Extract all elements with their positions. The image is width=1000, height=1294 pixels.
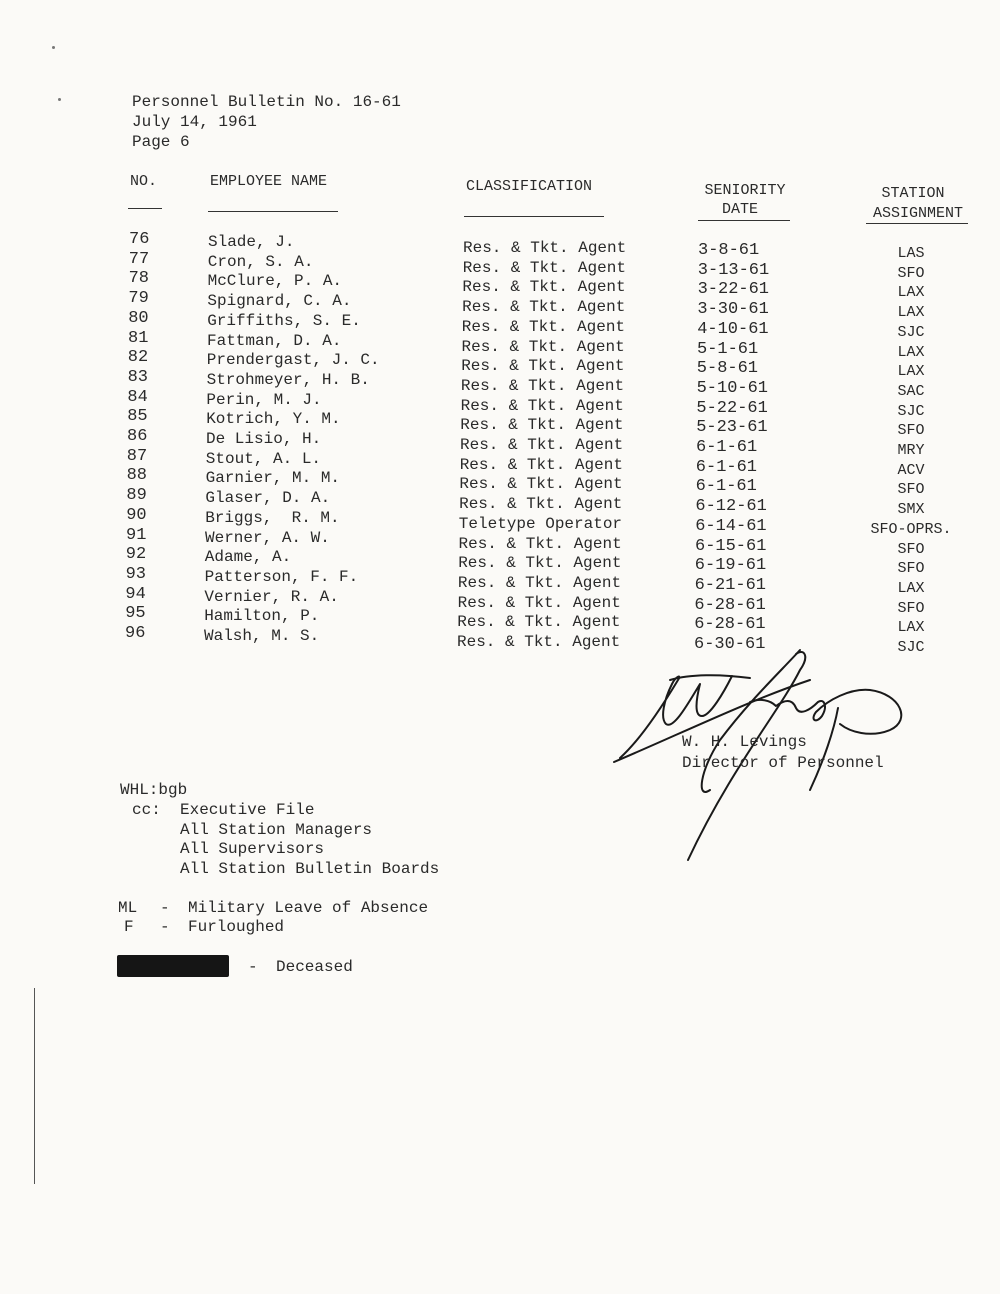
employee-name: Glaser, D. A. <box>205 489 331 507</box>
seniority-date: 5-23-61 <box>696 418 768 437</box>
row-number: 77 <box>128 250 150 269</box>
col-underline-classification <box>464 216 604 217</box>
typist-initials: WHL:bgb <box>120 781 188 799</box>
seniority-date: 5-10-61 <box>696 379 769 398</box>
row-number: 86 <box>127 427 148 446</box>
seniority-date: 6-19-61 <box>694 556 767 575</box>
row-number: 88 <box>126 466 147 485</box>
seniority-date: 6-1-61 <box>696 438 758 457</box>
station-assignment: LAS <box>897 245 925 262</box>
row-number: 93 <box>125 565 146 584</box>
employee-name: Vernier, R. A. <box>204 588 339 606</box>
station-assignment: LAX <box>897 580 925 597</box>
employee-name: Briggs, R. M. <box>205 509 340 527</box>
classification: Res. & Tkt. Agent <box>459 475 623 493</box>
employee-name: Patterson, F. F. <box>204 568 359 586</box>
station-assignment: MRY <box>897 442 925 459</box>
signatory-name: W. H. Levings <box>682 733 807 751</box>
classification: Res. & Tkt. Agent <box>459 456 623 474</box>
station-assignment: SJC <box>897 324 925 341</box>
row-number: 94 <box>125 585 146 604</box>
employee-name: Kotrich, Y. M. <box>206 410 341 428</box>
station-assignment: SJC <box>897 403 925 420</box>
station-assignment: SFO <box>897 422 925 439</box>
classification: Res. & Tkt. Agent <box>462 259 626 277</box>
employee-name: De Lisio, H. <box>206 430 322 448</box>
employee-name: Adame, A. <box>204 548 292 566</box>
seniority-date: 6-1-61 <box>695 458 758 477</box>
station-assignment: SJC <box>897 639 925 656</box>
row-number: 85 <box>127 407 148 426</box>
col-underline-name <box>208 211 338 212</box>
col-underline-date <box>698 220 790 221</box>
classification: Res. & Tkt. Agent <box>459 495 623 513</box>
seniority-date: 3-8-61 <box>698 241 760 260</box>
seniority-date: 4-10-61 <box>697 320 769 339</box>
employee-name: Slade, J. <box>208 233 295 251</box>
col-underline-station <box>866 223 968 224</box>
cc-label: cc: <box>132 801 161 819</box>
seniority-date: 6-28-61 <box>694 596 766 615</box>
row-number: 78 <box>128 269 149 288</box>
employee-name: Walsh, M. S. <box>204 627 320 645</box>
employee-name: Spignard, C. A. <box>207 292 352 310</box>
station-assignment: SFO-OPRS. <box>870 521 952 538</box>
employee-name: Prendergast, J. C. <box>206 351 380 369</box>
seniority-date: 3-22-61 <box>697 280 770 299</box>
scan-speck <box>58 98 61 101</box>
classification: Res. & Tkt. Agent <box>462 298 626 316</box>
seniority-date: 6-30-61 <box>694 635 766 654</box>
col-header-classification: CLASSIFICATION <box>466 178 593 195</box>
bulletin-header <box>132 92 401 152</box>
row-number: 95 <box>125 604 146 623</box>
employee-name: Cron, S. A. <box>207 253 314 271</box>
station-assignment: LAX <box>897 363 925 380</box>
station-assignment: LAX <box>897 304 925 321</box>
col-header-date: DATE <box>721 201 758 218</box>
classification: Res. & Tkt. Agent <box>458 554 622 572</box>
row-number: 92 <box>125 545 147 564</box>
classification: Res. & Tkt. Agent <box>458 535 622 553</box>
cc-recipient: All Station Managers <box>180 821 373 839</box>
employee-name: Perin, M. J. <box>206 391 322 409</box>
row-number: 82 <box>127 348 149 367</box>
station-assignment: SAC <box>897 383 925 400</box>
deceased-meaning: Deceased <box>276 958 353 976</box>
row-number: 91 <box>126 526 147 545</box>
cc-recipient: All Supervisors <box>180 840 325 858</box>
row-number: 83 <box>127 368 148 387</box>
classification: Res. & Tkt. Agent <box>457 594 621 612</box>
employee-name: McClure, P. A. <box>207 272 343 290</box>
legend-meaning: Military Leave of Absence <box>188 899 429 917</box>
row-number: 90 <box>126 506 147 525</box>
station-assignment: SFO <box>897 481 925 498</box>
employee-name: Stout, A. L. <box>205 450 322 468</box>
col-header-assignment: ASSIGNMENT <box>872 205 963 222</box>
seniority-date: 5-8-61 <box>696 359 759 378</box>
station-assignment: SFO <box>897 560 925 577</box>
classification: Res. & Tkt. Agent <box>462 278 626 296</box>
employee-name: Werner, A. W. <box>205 529 330 547</box>
legend-dash: - <box>160 899 170 917</box>
seniority-date: 3-13-61 <box>697 261 770 280</box>
bulletin-date: July 14, 1961 <box>132 113 257 131</box>
classification: Teletype Operator <box>458 515 623 533</box>
legend-dash: - <box>160 918 170 936</box>
col-header-station: STATION <box>881 185 945 202</box>
classification: Res. & Tkt. Agent <box>463 239 627 257</box>
classification: Res. & Tkt. Agent <box>461 318 626 336</box>
station-assignment: ACV <box>897 462 925 479</box>
employee-name: Hamilton, P. <box>204 607 320 625</box>
classification: Res. & Tkt. Agent <box>461 338 625 356</box>
row-number: 79 <box>128 289 149 308</box>
classification: Res. & Tkt. Agent <box>461 357 625 375</box>
station-assignment: SFO <box>897 265 925 282</box>
col-underline-no <box>128 208 162 209</box>
classification: Res. & Tkt. Agent <box>457 574 622 592</box>
legend-meaning: Furloughed <box>188 918 285 936</box>
row-number: 76 <box>129 230 150 249</box>
scan-speck <box>52 46 55 49</box>
seniority-date: 5-22-61 <box>696 399 768 418</box>
signatory-title: Director of Personnel <box>682 754 884 772</box>
seniority-date: 6-1-61 <box>695 477 757 496</box>
station-assignment: LAX <box>897 284 925 301</box>
col-header-name: EMPLOYEE NAME <box>210 173 328 190</box>
station-assignment: SFO <box>897 600 925 617</box>
seniority-date: 5-1-61 <box>697 340 759 359</box>
classification: Res. & Tkt. Agent <box>460 397 624 415</box>
seniority-date: 6-21-61 <box>694 576 767 595</box>
employee-name: Griffiths, S. E. <box>207 312 361 330</box>
station-assignment: SMX <box>897 501 925 518</box>
row-number: 89 <box>126 486 147 505</box>
classification: Res. & Tkt. Agent <box>460 416 624 434</box>
classification: Res. & Tkt. Agent <box>460 377 625 395</box>
col-header-seniority: SENIORITY <box>704 182 786 199</box>
seniority-date: 6-15-61 <box>695 537 767 556</box>
deceased-dash: - <box>248 958 258 976</box>
cc-recipient: All Station Bulletin Boards <box>180 860 440 878</box>
bulletin-number: Personnel Bulletin No. 16-61 <box>132 93 401 111</box>
seniority-date: 6-28-61 <box>694 615 766 634</box>
page-number: Page 6 <box>132 133 190 151</box>
station-assignment: SFO <box>897 541 925 558</box>
seniority-date: 3-30-61 <box>697 300 769 319</box>
seniority-date: 6-12-61 <box>695 497 767 516</box>
scan-edge-line <box>34 988 35 1184</box>
employee-name: Fattman, D. A. <box>207 332 342 350</box>
classification: Res. & Tkt. Agent <box>460 436 624 454</box>
station-assignment: LAX <box>897 344 925 361</box>
col-header-no: NO. <box>130 173 158 190</box>
row-number: 96 <box>125 624 146 643</box>
cc-recipient: Executive File <box>180 801 315 819</box>
row-number: 84 <box>127 388 148 407</box>
legend-code: ML <box>118 899 138 917</box>
legend-code: F <box>124 918 134 936</box>
redaction-bar <box>117 955 229 977</box>
classification: Res. & Tkt. Agent <box>457 633 621 651</box>
classification: Res. & Tkt. Agent <box>457 613 621 631</box>
employee-name: Garnier, M. M. <box>205 469 341 487</box>
seniority-date: 6-14-61 <box>695 517 767 536</box>
row-number: 87 <box>126 447 148 466</box>
employee-name: Strohmeyer, H. B. <box>206 371 370 389</box>
row-number: 80 <box>128 309 149 328</box>
station-assignment: LAX <box>897 619 925 636</box>
row-number: 81 <box>128 329 149 348</box>
